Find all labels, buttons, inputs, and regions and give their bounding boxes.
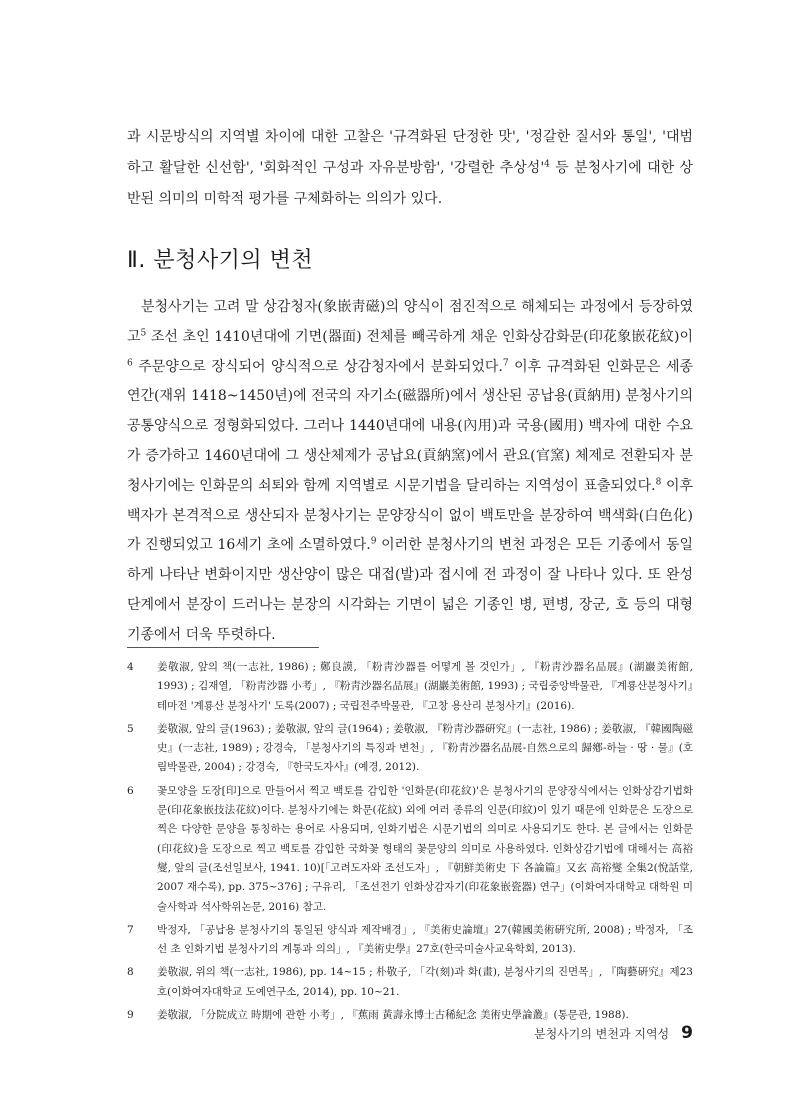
page-footer: [534, 1023, 693, 1043]
footnote-number: 7: [127, 923, 134, 936]
intro-paragraph: [127, 122, 693, 215]
running-title: 분청사기의 변천과 지역성: [534, 1027, 670, 1041]
body-text-6: 이러한 분청사기의 변천 과정은 모든 기종에서 동일하게 나타난 변화이지만 생산양이 많은 대접(발)과 접시에 전 과정이 잘 나타나 있다. 또 완성 단계에서 분장이 드러나는 분장의 시각화는 기면이 넓은 기종인 병, 편병, 장군, 호 등의 대형 기종에서 더욱 뚜렷하다.: [127, 537, 693, 643]
body-text-3: 주문양으로 장식되어 양식적으로 상감청자에서 분화되었다.: [132, 358, 503, 375]
footnote-ref-5[interactable]: 5: [140, 328, 147, 339]
intro-text-tail: 등 분청사기에 대한 상반된 의미의 미학적 평가를 구체화하는 의의가 있다.: [127, 160, 693, 207]
body-text-5: 이후 백자가 본격적으로 생산되자 분청사기는 문양장식이 없이 백토만을 분장하여 백색화(白色化)가 진행되었고 16세기 초에 소멸하였다.: [127, 477, 693, 554]
footnote-item: [127, 963, 693, 1002]
footnote-number: 9: [127, 1009, 134, 1022]
footnote-item: [127, 782, 693, 917]
page-number: 9: [681, 1023, 693, 1043]
section-title: Ⅱ. 분청사기의 변천: [127, 248, 314, 273]
body-text-2: 조선 초인 1410년대에 기면(器面) 전체를 빼곡하게 채운 인화상감화문(印花象嵌花紋)이: [146, 328, 693, 345]
footnote-text: 姜敬淑, 앞의 책(一志社, 1986) ; 鄭良謨, 「粉靑沙器를 어떻게 볼 것인가」, 『粉靑沙器名品展』(湖巖美術館, 1993) ; 김재열, 「粉靑沙器 小考」, 『粉靑沙器名品展』(湖巖美術館, 1993) ; 국립중앙박물관, 『계룡산분청사기』테마전 '계룡산 분청사기' 도록(2007) ; 국립전주박물관, 『고창 용산리 분청사기』(2016).: [157, 661, 693, 712]
body-paragraph: [127, 293, 693, 651]
footnote-number: 6: [127, 784, 134, 797]
footnote-text: 姜敬淑, 「分院成立 時期에 관한 小考」, 『蕉雨 黃壽永博士古稀紀念 美術史學論叢』(통문관, 1988).: [157, 1009, 629, 1022]
footnote-text: 姜敬淑, 위의 책(一志社, 1986), pp. 14~15 ; 朴敬子, 「각(刻)과 화(畫), 분청사기의 진면목」, 『陶藝硏究』제23호(이화여자대학교 도예연구소, 2014), pp. 10~21.: [157, 966, 693, 998]
footnote-divider: [127, 647, 319, 648]
footnote-ref-4[interactable]: 4: [544, 159, 550, 170]
footnote-text: 姜敬淑, 앞의 글(1963) ; 姜敬淑, 앞의 글(1964) ; 姜敬淑, 『粉靑沙器硏究』(一志社, 1986) ; 姜敬淑, 『韓國陶磁史』(一志社, 1989) ; 강경숙, 「분청사기의 특징과 변천」, 『粉靑沙器名品展-自然으로의 歸鄕-하늘 · 땅 · 물』(호림박물관, 2004) ; 강경숙, 『한국도자사』(예경, 2012).: [157, 722, 693, 774]
body-text-4: 이후 규격화된 인화문은 세종연간(재위 1418~1450년)에 전국의 자기소(磁器所)에서 생산된 공납용(貢納用) 분청사기의 공통양식으로 정형화되었다. 그러나 1440년대에 내용(內用)과 국용(國用) 백자에 대한 수요가 증가하고 1460년대에 그 생산체제가 공납요(貢納窯)에서 관요(官窯) 체제로 전환되자 분청사기에는 인화문의 쇠퇴와 함께 지역별로 시문기법을 달리하는 지역성이 표출되었다.: [127, 358, 693, 494]
footnote-item: [127, 921, 693, 960]
footnote-item: [127, 720, 693, 778]
footnote-ref-9[interactable]: 9: [370, 536, 377, 547]
footnote-text: 꽃모양을 도장[印]으로 만들어서 찍고 백토를 감입한 '인화문(印花紋)'은 분청사기의 문양장식에서는 인화상감기법화문(印花象嵌技法花紋)이다. 분청사기에는 화문(花紋) 외에 여러 종류의 인문(印紋)이 있기 때문에 인화문은 도장으로 찍은 다양한 문양을 통칭하는 용어로 사용되며, 인화기법은 시문기법의 의미로 사용되기도 한다. 본 글에서는 인화문(印花紋)을 도장으로 찍고 백토를 감입한 국화꽃 형태의 꽃문양의 의미로 사용하였다. 인화상감기법에 대해서는 高裕燮, 앞의 글(조선일보사, 1941. 10)[「고려도자와 조선도자」, 『朝鮮美術史 下 各論篇』又玄 高裕燮 全集2(悅話堂, 2007 재수록), pp. 375~376] ; 구유리, 「조선전기 인화상감자기(印花象嵌瓷器) 연구」(이화여자대학교 대학원 미술사학과 석사학위논문, 2016) 참고.: [157, 784, 693, 913]
footnote-ref-7[interactable]: 7: [502, 357, 509, 368]
footnote-list: [127, 658, 693, 1029]
footnote-number: 8: [127, 966, 134, 979]
footnote-number: 4: [127, 661, 134, 673]
footnote-text: 박정자, 「공납용 분청사기의 통일된 양식과 제작배경」, 『美術史論壇』27(韓國美術硏究所, 2008) ; 박정자, 「조선 초 인화기법 분청사기의 계통과 의의」, 『美術史學』27호(한국미술사교육학회, 2013).: [157, 923, 693, 956]
intro-text: 과 시문방식의 지역별 차이에 대한 고찰은 '규격화된 단정한 맛', '정갈한 질서와 통일', '대범하고 활달한 신선함', '회화적인 구성과 자유분방함', '강렬한 추상성': [127, 129, 693, 176]
footnote-item: [127, 658, 693, 716]
footnote-ref-6[interactable]: 6: [127, 357, 133, 368]
footnote-number: 5: [127, 722, 134, 735]
body-text-1: 분청사기는 고려 말 상감청자(象嵌靑磁)의 양식이 점진적으로 해체되는 과정에서 등장하였고: [127, 299, 693, 345]
footnote-ref-8[interactable]: 8: [655, 477, 662, 488]
